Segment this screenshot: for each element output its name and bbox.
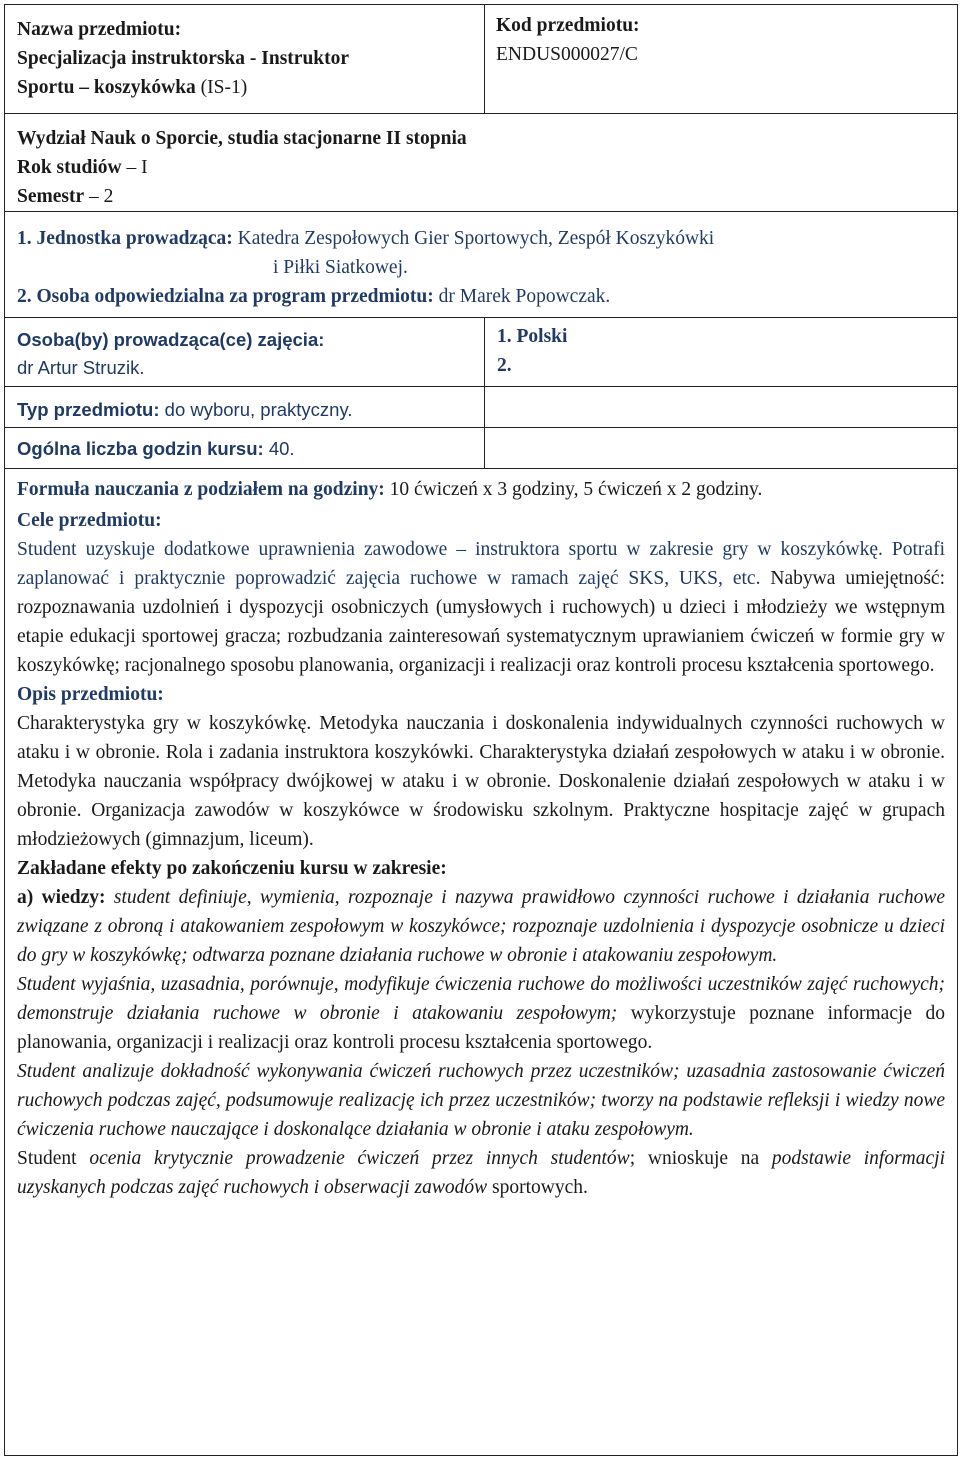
outcomes-competence: Student ocenia krytycznie prowadzenie ćwiczeń przez innych studentów; wnioskuje na podstawie informacji uzyskanych podczas zajęć ruchowych i obserwacji zawodów sportowych. — [17, 1148, 945, 1198]
unit-line-cont: i Piłki Siatkowej. — [273, 257, 408, 278]
description-label: Opis przedmiotu: — [17, 684, 164, 705]
header-row — [5, 5, 957, 114]
hours-row — [5, 428, 957, 469]
type-row — [5, 387, 957, 428]
teacher-row — [5, 318, 957, 387]
teacher-label: Osoba(by) prowadząca(ce) zajęcia: — [17, 329, 325, 350]
language-2: 2. — [497, 355, 512, 376]
unit-line: 1. Jednostka prowadząca: Katedra Zespołowych Gier Sportowych, Zespół Koszykówki — [17, 228, 715, 249]
type-cell: Typ przedmiotu: do wyboru, praktyczny. — [5, 387, 485, 427]
course-code-label: Kod przedmiotu: — [496, 15, 640, 36]
language-cell — [485, 318, 957, 386]
goals-text: Student uzyskuje dodatkowe uprawnienia zawodowe – instruktora sportu w zakresie gry w koszykówkę. Potrafi zaplanować i praktycznie poprowadzić zajęcia ruchowe w ramach zajęć SKS, UKS, etc. Nabywa umiejętność: rozpoznawania uzdolnień i dyspozycji osobniczych (umysłowych i ruchowych) u dzieci i młodzieży we wstępnym etapie edukacji sportowej gracza; rozbudzania zainteresowań systematycznym uprawianiem ćwiczeń w formie gry w koszykówkę; racjonalnego sposobu planowania, organizacji i realizacji oraz kontroli procesu kształcenia sportowego. — [17, 539, 945, 676]
goals-label: Cele przedmiotu: — [17, 510, 162, 531]
description-block — [5, 680, 957, 854]
responsible-line: 2. Osoba odpowiedzialna za program przedmiotu: dr Marek Popowczak. — [17, 286, 611, 307]
outcomes-skills: Student wyjaśnia, uzasadnia, porównuje, modyfikuje ćwiczenia ruchowe do możliwości uczestników zajęć ruchowych; demonstruje działania ruchowe w obronie i atakowaniu zespołowym; wykorzystuje poznane informacje do planowania, organizacji i realizacji oraz kontroli procesu kształcenia sportowego. — [17, 974, 945, 1053]
semester-line: Semestr – 2 — [17, 186, 114, 207]
course-name-cell — [5, 5, 485, 113]
goals-block — [5, 504, 957, 680]
course-code-cell — [485, 5, 957, 113]
course-name-label: Nazwa przedmiotu: — [17, 19, 182, 40]
description-text: Charakterystyka gry w koszykówkę. Metodyka nauczania i doskonalenia indywidualnych czynności ruchowych w ataku i w obronie. Rola i zadania instruktora koszykówki. Charakterystyka działań zespołowych w ataku i w obronie. Metodyka nauczania współpracy dwójkowej w ataku i w obronie. Doskonalenie działań zespołowych w ataku i w obronie. Organizacja zawodów w koszykówce w środowisku szkolnym. Praktyczne hospitacje zajęć w grupach młodzieżowych (gimnazjum, liceum). — [17, 713, 945, 850]
course-name-line2: Sportu – koszykówka (IS-1) — [17, 77, 248, 98]
course-code-value: ENDUS000027/C — [496, 44, 638, 65]
teacher-cell — [5, 318, 485, 386]
language-1: 1. Polski — [497, 326, 568, 347]
faculty-line: Wydział Nauk o Sporcie, studia stacjonarne II stopnia — [17, 128, 467, 149]
formula-block: Formuła nauczania z podziałem na godziny: 10 ćwiczeń x 3 godziny, 5 ćwiczeń x 2 godziny. — [17, 479, 763, 500]
syllabus-page — [4, 4, 958, 1456]
outcomes-block — [5, 854, 957, 1202]
unit-block — [5, 212, 957, 318]
course-name-line1: Specjalizacja instruktorska - Instruktor — [17, 48, 350, 69]
outcomes-label: Zakładane efekty po zakończeniu kursu w zakresie: — [17, 858, 447, 879]
year-line: Rok studiów – I — [17, 157, 148, 178]
outcomes-analysis: Student analizuje dokładność wykonywania ćwiczeń ruchowych przez uczestników; uzasadnia zastosowanie ćwiczeń ruchowych podczas zajęć, podsumowuje realizację ich przez uczestników; tworzy na podstawie refleksji i wiedzy nowe ćwiczenia ruchowe nauczające i doskonalące działania w obronie i ataku zespołowym. — [17, 1061, 945, 1140]
hours-cell: Ogólna liczba godzin kursu: 40. — [5, 428, 485, 468]
faculty-block — [5, 114, 957, 212]
teacher-value: dr Artur Struzik. — [17, 357, 145, 378]
outcomes-knowledge: a) wiedzy: student definiuje, wymienia, rozpoznaje i nazywa prawidłowo czynności ruchowe i działania ruchowe związane z obroną i atakowaniem zespołowym w koszykówce; rozpoznaje uzdolnienia i dyspozycje osobnicze u dzieci do gry w koszykówkę; odtwarza poznane działania ruchowe w obronie i atakowaniu zespołowym. — [17, 887, 945, 966]
